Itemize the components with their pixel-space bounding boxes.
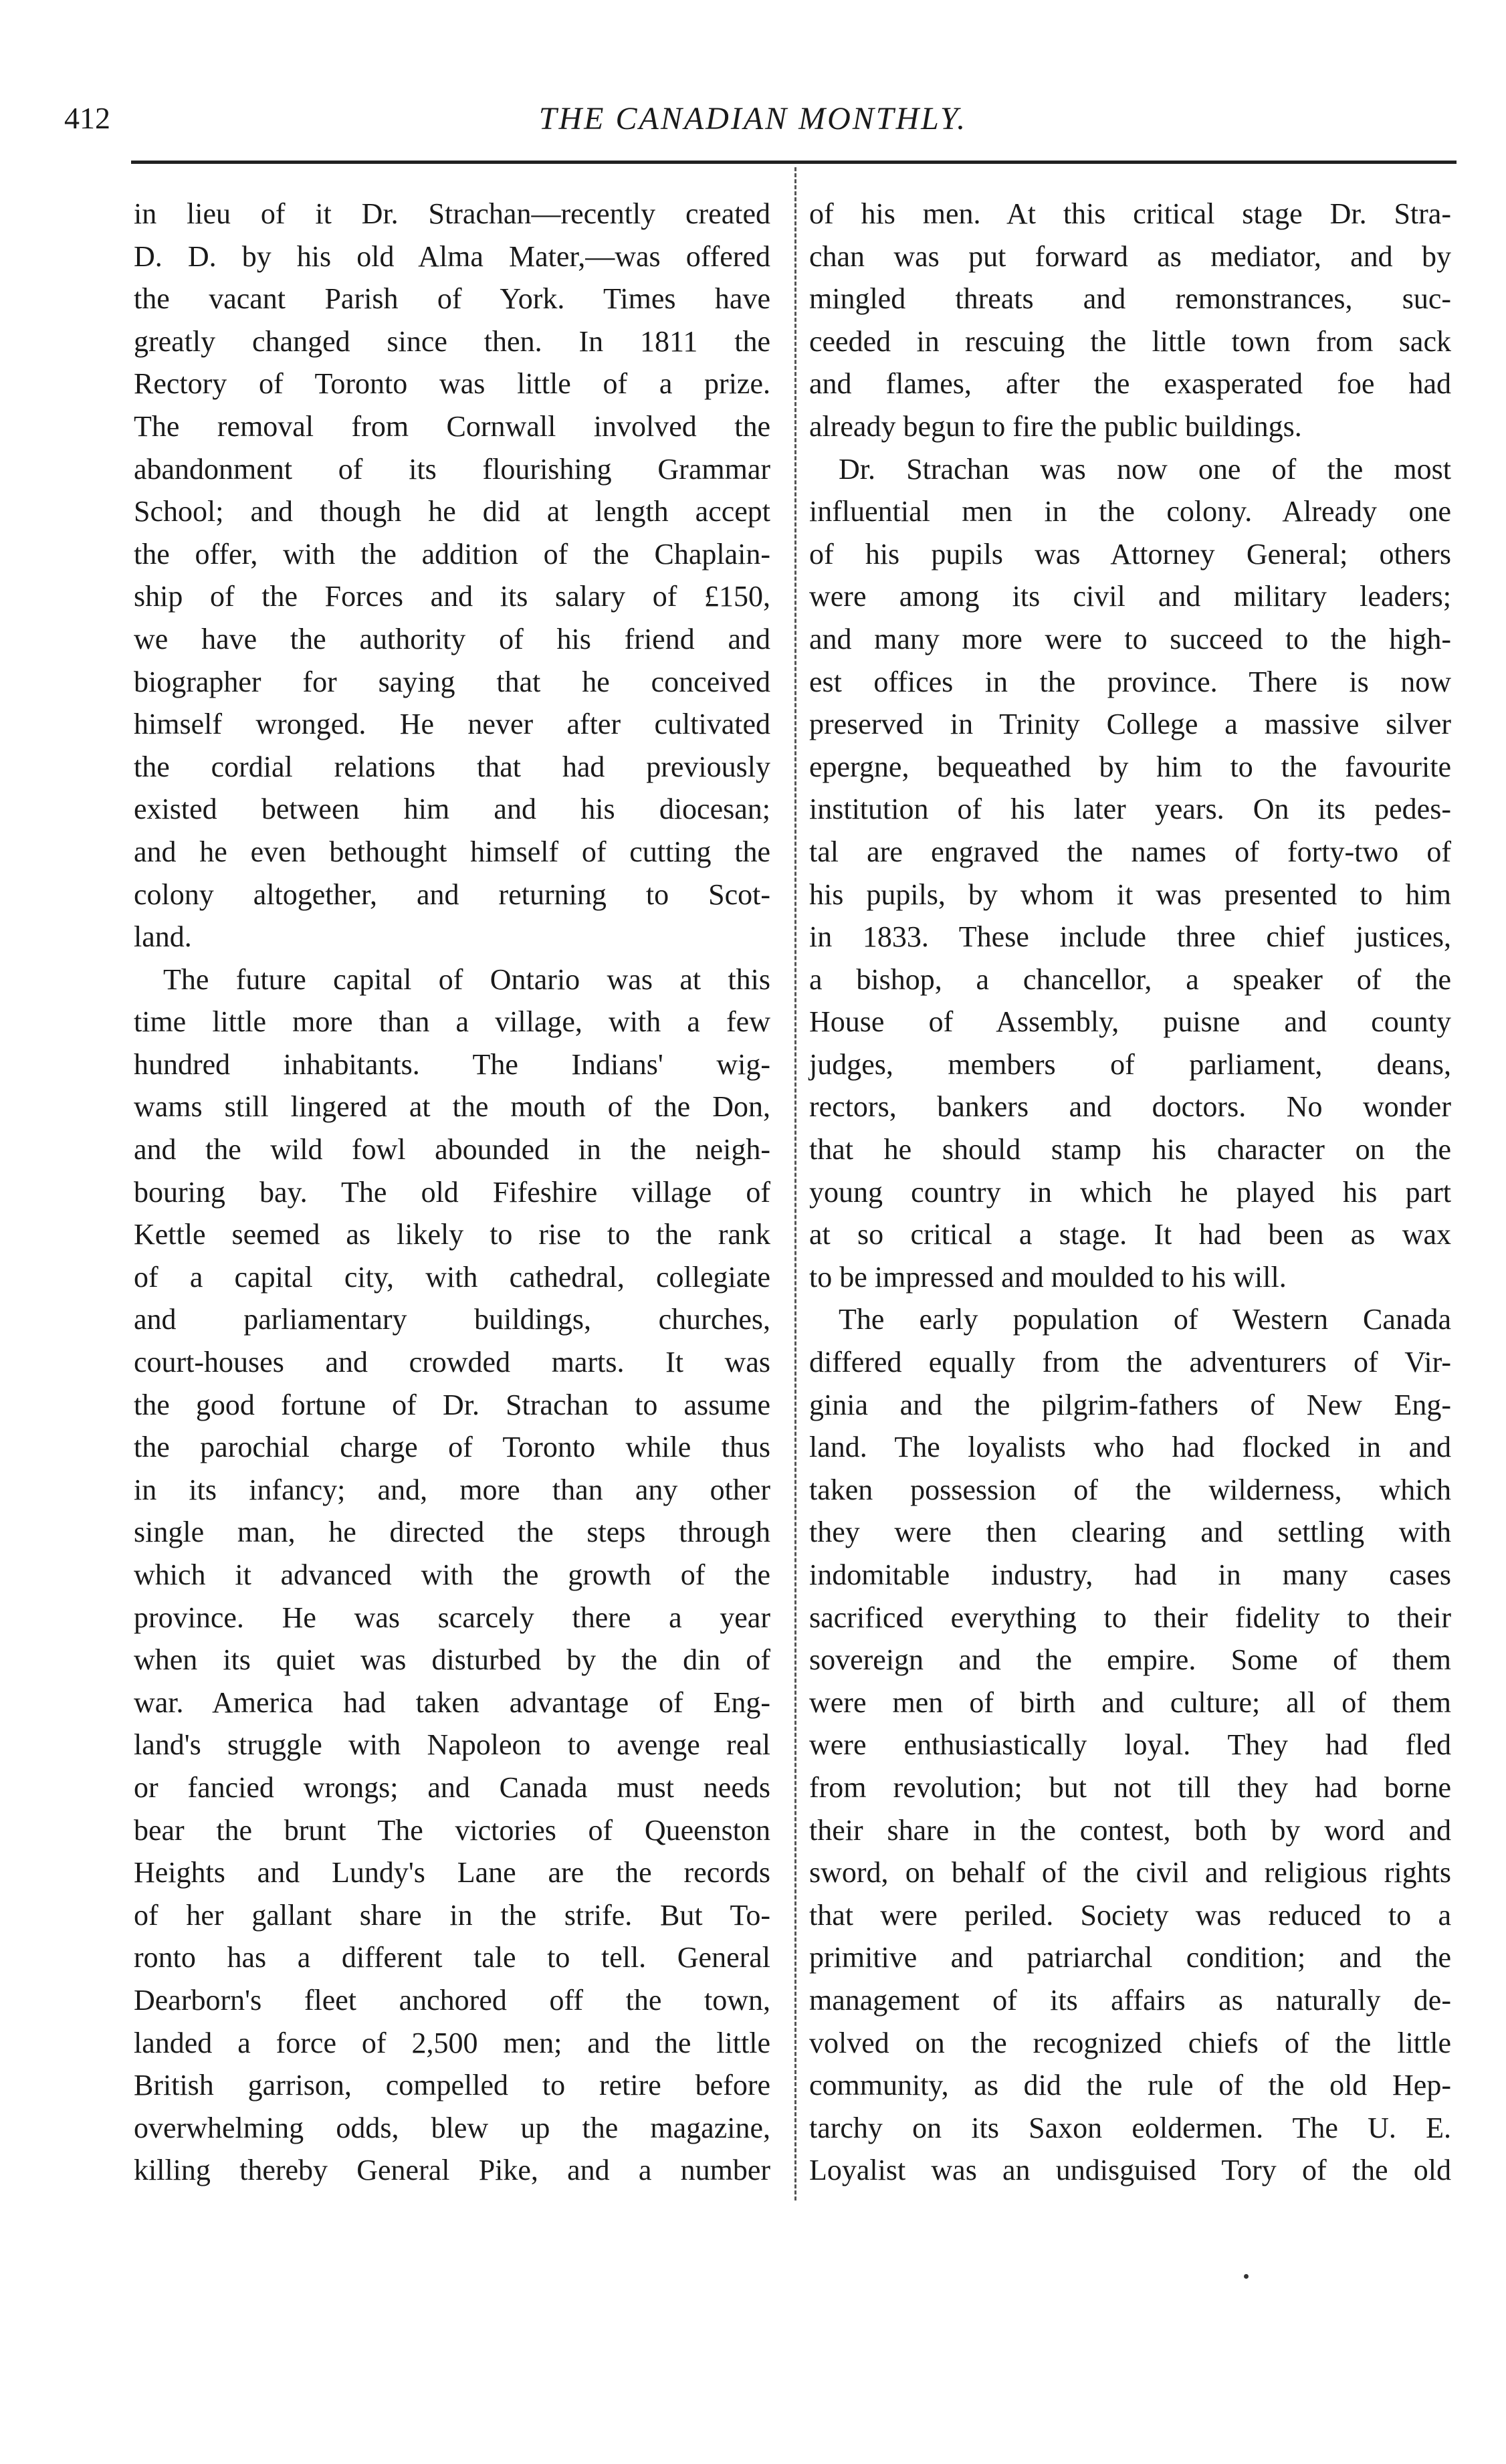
text-line: land. The loyalists who had flocked in and [809,1431,1451,1464]
text-line: tal are engraved the names of forty-two of [809,835,1451,868]
text-line: which it advanced with the growth of the [134,1558,770,1591]
text-line: Rectory of Toronto was little of a prize. [134,367,770,401]
running-title: THE CANADIAN MONTHLY. [538,101,968,136]
text-line: management of its affairs as naturally de- [809,1983,1451,2017]
text-line: D. D. by his old Alma Mater,—was offered [134,239,770,273]
text-line: colony altogether, and returning to Scot- [134,878,770,911]
text-line: bear the brunt The victories of Queenston [134,1813,770,1847]
text-line: ceeded in rescuing the little town from sack [809,324,1451,358]
text-line: young country in which he played his part [809,1175,1451,1209]
right-column [809,193,1451,2192]
text-line: single man, he directed the steps through [134,1516,770,1549]
text-line: abandonment of its flourishing Grammar [134,452,770,486]
text-line: rectors, bankers and doctors. No wonder [809,1090,1451,1124]
text-line: ronto has a different tale to tell. General [134,1941,770,1974]
text-line: differed equally from the adventurers of Vir- [809,1346,1451,1379]
text-line: their share in the contest, both by word and [809,1813,1451,1847]
text-line: community, as did the rule of the old Hep- [809,2069,1451,2102]
text-line: province. He was scarcely there a year [134,1601,770,1634]
text-line: of her gallant share in the strife. But To- [134,1898,770,1932]
page-number: 412 [64,101,110,135]
text-line: sacrificed everything to their fidelity to their [809,1601,1451,1634]
text-line: Loyalist was an undisguised Tory of the old [809,2154,1451,2187]
text-line: sword, on behalf of the civil and religious rights [809,1856,1451,1889]
text-line: landed a force of 2,500 men; and the little [134,2026,770,2059]
text-line: were among its civil and military leaders; [809,580,1451,613]
text-line: land's struggle with Napoleon to avenge real [134,1728,770,1762]
text-line: to be impressed and moulded to his will. [809,1260,1287,1294]
text-line: wams still lingered at the mouth of the Don, [134,1090,770,1124]
text-line: a bishop, a chancellor, a speaker of the [809,962,1451,996]
text-line: influential men in the colony. Already one [809,495,1451,528]
text-line: tarchy on its Saxon eoldermen. The U. E. [809,2111,1451,2144]
text-line: killing thereby General Pike, and a number [134,2154,770,2187]
text-line: and he even bethought himself of cutting the [134,835,770,868]
text-line: est offices in the province. There is now [809,665,1451,698]
text-line: in its infancy; and, more than any other [134,1473,770,1506]
text-line: time little more than a village, with a few [134,1005,770,1039]
text-line: that were periled. Society was reduced to a [809,1898,1451,1932]
text-line: institution of his later years. On its pedes- [809,793,1451,826]
text-line: the vacant Parish of York. Times have [134,282,770,316]
text-line: already begun to fire the public buildings. [809,409,1302,443]
text-line: hundred inhabitants. The Indians' wig- [134,1047,770,1081]
text-line: British garrison, compelled to retire before [134,2069,770,2102]
text-line: The early population of Western Canada [839,1303,1451,1336]
scan-speck [1244,2274,1249,2279]
text-line: and many more were to succeed to the high- [809,622,1451,655]
text-line: Heights and Lundy's Lane are the records [134,1856,770,1889]
text-line: judges, members of parliament, deans, [809,1047,1451,1081]
text-line: in lieu of it Dr. Strachan—recently created [134,197,770,230]
text-line: or fancied wrongs; and Canada must needs [134,1770,770,1804]
text-line: sovereign and the empire. Some of them [809,1643,1451,1677]
text-line: Kettle seemed as likely to rise to the rank [134,1218,770,1251]
text-line: from revolution; but not till they had borne [809,1770,1451,1804]
text-line: they were then clearing and settling with [809,1516,1451,1549]
text-line: overwhelming odds, blew up the magazine, [134,2111,770,2144]
column-divider [794,167,796,2200]
text-line: the cordial relations that had previously [134,750,770,783]
text-line: that he should stamp his character on the [809,1133,1451,1166]
text-line: volved on the recognized chiefs of the little [809,2026,1451,2059]
text-line: indomitable industry, had in many cases [809,1558,1451,1591]
text-line: House of Assembly, puisne and county [809,1005,1451,1039]
text-line: Dr. Strachan was now one of the most [839,452,1451,486]
text-line: greatly changed since then. In 1811 the [134,324,770,358]
text-line: bouring bay. The old Fifeshire village of [134,1175,770,1209]
text-line: court-houses and crowded marts. It was [134,1346,770,1379]
text-line: at so critical a stage. It had been as wax [809,1218,1451,1251]
text-line: himself wronged. He never after cultivated [134,708,770,741]
header-rule [131,161,1457,164]
text-line: were men of birth and culture; all of them [809,1685,1451,1719]
text-line: epergne, bequeathed by him to the favourite [809,750,1451,783]
text-line: we have the authority of his friend and [134,622,770,655]
text-line: of his pupils was Attorney General; others [809,537,1451,571]
text-line: biographer for saying that he conceived [134,665,770,698]
text-line: the parochial charge of Toronto while thus [134,1431,770,1464]
text-line: the offer, with the addition of the Chaplain- [134,537,770,571]
left-column [134,193,770,2192]
text-line: ginia and the pilgrim-fathers of New Eng- [809,1388,1451,1421]
text-line: The removal from Cornwall involved the [134,409,770,443]
text-line: his pupils, by whom it was presented to him [809,878,1451,911]
text-line: and the wild fowl abounded in the neigh- [134,1133,770,1166]
text-line: were enthusiastically loyal. They had fled [809,1728,1451,1762]
text-line: in 1833. These include three chief justices, [809,920,1451,954]
text-line: taken possession of the wilderness, which [809,1473,1451,1506]
text-line: Dearborn's fleet anchored off the town, [134,1983,770,2017]
text-line: chan was put forward as mediator, and by [809,239,1451,273]
text-line: the good fortune of Dr. Strachan to assume [134,1388,770,1421]
text-line: ship of the Forces and its salary of £150, [134,580,770,613]
text-line: mingled threats and remonstrances, suc- [809,282,1451,316]
text-line: School; and though he did at length accept [134,495,770,528]
text-line: and flames, after the exasperated foe had [809,367,1451,401]
text-line: of a capital city, with cathedral, collegiate [134,1260,770,1294]
text-line: war. America had taken advantage of Eng- [134,1685,770,1719]
text-line: and parliamentary buildings, churches, [134,1303,770,1336]
text-line: The future capital of Ontario was at this [163,962,770,996]
text-line: preserved in Trinity College a massive silver [809,708,1451,741]
text-line: of his men. At this critical stage Dr. Stra- [809,197,1451,230]
text-line: land. [134,920,192,954]
text-line: when its quiet was disturbed by the din of [134,1643,770,1677]
text-line: primitive and patriarchal condition; and the [809,1941,1451,1974]
text-line: existed between him and his diocesan; [134,793,770,826]
